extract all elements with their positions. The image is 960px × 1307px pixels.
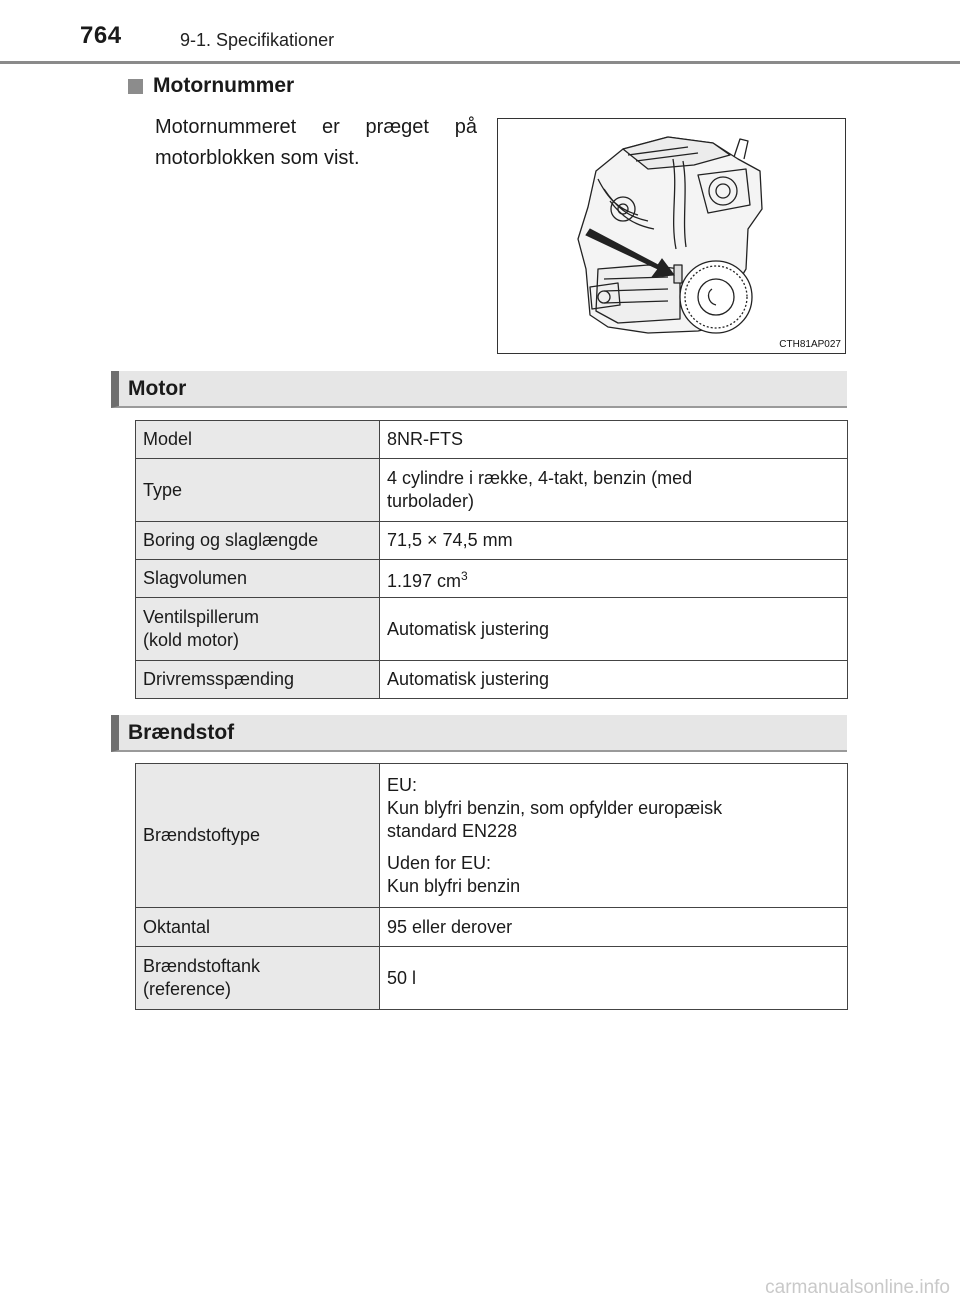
table-row bbox=[136, 522, 848, 560]
figure-code: CTH81AP027 bbox=[779, 339, 841, 350]
spec-key bbox=[136, 947, 380, 1010]
spec-value-line: standard EN228 bbox=[387, 820, 518, 841]
motor-section-title: Motor bbox=[128, 377, 187, 400]
spec-key: Type bbox=[136, 459, 380, 522]
motor-section-header bbox=[111, 371, 847, 408]
spec-value-line: Kun blyfri benzin bbox=[387, 875, 521, 896]
table-row bbox=[136, 947, 848, 1010]
header-divider bbox=[0, 61, 960, 64]
table-row bbox=[136, 908, 848, 947]
displacement-value: 1.197 cm bbox=[387, 570, 462, 591]
spec-value: 50 l bbox=[380, 947, 848, 1010]
table-row bbox=[136, 764, 848, 908]
fuel-section-title: Brændstof bbox=[128, 721, 235, 744]
spec-key bbox=[136, 598, 380, 661]
table-row bbox=[136, 421, 848, 459]
motor-spec-table bbox=[135, 420, 848, 699]
spec-value bbox=[380, 764, 848, 908]
spec-key: Slagvolumen bbox=[136, 560, 380, 598]
displacement-unit-exponent: 3 bbox=[461, 568, 468, 583]
engine-figure bbox=[497, 118, 846, 354]
engine-number-heading bbox=[128, 74, 294, 98]
spec-value-line: 4 cylindre i række, 4-takt, benzin (med bbox=[387, 468, 693, 488]
chapter-title: 9-1. Specifikationer bbox=[180, 30, 335, 50]
spec-value-line: turbolader) bbox=[387, 491, 475, 511]
spec-key-line: Brændstoftank bbox=[143, 956, 261, 976]
fuel-non-eu-paragraph bbox=[387, 852, 840, 898]
spec-value: Automatisk justering bbox=[380, 598, 848, 661]
table-row bbox=[136, 459, 848, 522]
spec-key: Oktantal bbox=[136, 908, 380, 947]
spec-value-line: EU: bbox=[387, 774, 418, 795]
spec-value: 8NR-FTS bbox=[380, 421, 848, 459]
spec-key: Model bbox=[136, 421, 380, 459]
spec-value: 71,5 × 74,5 mm bbox=[380, 522, 848, 560]
spec-value-line: Kun blyfri benzin, som opfylder europæisk bbox=[387, 797, 723, 818]
spec-value: 95 eller derover bbox=[380, 908, 848, 947]
spec-key: Boring og slaglængde bbox=[136, 522, 380, 560]
spec-value: Automatisk justering bbox=[380, 661, 848, 699]
spec-key-line: Ventilspillerum bbox=[143, 607, 260, 627]
fuel-eu-paragraph bbox=[387, 774, 840, 843]
square-bullet-icon bbox=[128, 79, 143, 94]
spec-key: Drivremsspænding bbox=[136, 661, 380, 699]
watermark: carmanualsonline.info bbox=[765, 1277, 950, 1298]
spec-value bbox=[380, 459, 848, 522]
engine-illustration-icon bbox=[498, 119, 846, 354]
engine-number-text: Motornummeret er præget på motorblokken som vist. bbox=[155, 116, 477, 169]
spec-key-line: (kold motor) bbox=[143, 630, 240, 650]
table-row bbox=[136, 560, 848, 598]
table-row bbox=[136, 661, 848, 699]
table-row bbox=[136, 598, 848, 661]
spec-value-line: Uden for EU: bbox=[387, 852, 492, 873]
fuel-section-header bbox=[111, 715, 847, 752]
spec-key: Brændstoftype bbox=[136, 764, 380, 908]
spec-value bbox=[380, 560, 848, 598]
page-number: 764 bbox=[80, 22, 122, 49]
spec-key-line: (reference) bbox=[143, 979, 232, 999]
fuel-spec-table bbox=[135, 763, 848, 1010]
paragraph-gap bbox=[387, 843, 840, 852]
engine-number-title: Motornummer bbox=[153, 74, 295, 97]
